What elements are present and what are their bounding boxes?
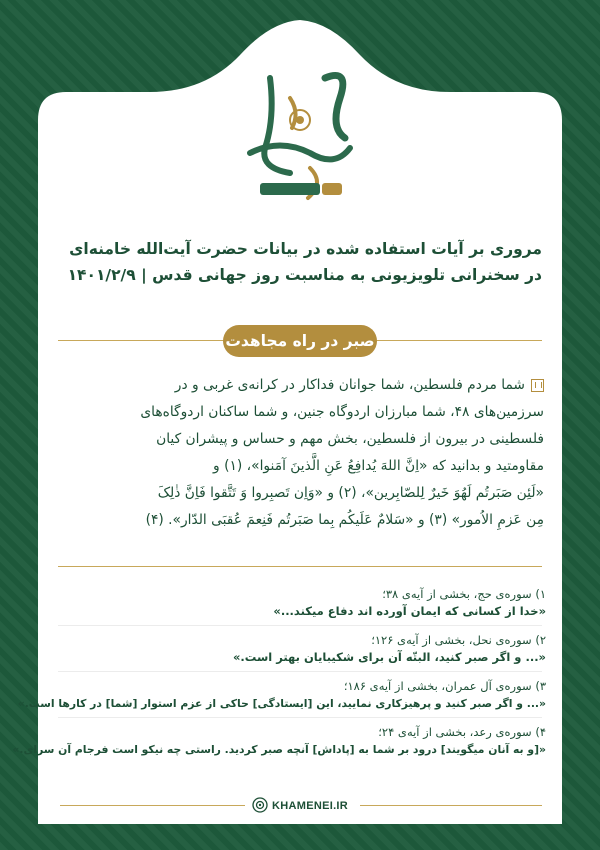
- footnotes-divider: [58, 566, 542, 567]
- calligraphy-logo-icon: [230, 58, 370, 218]
- excerpt-line-6: مِن عَزمِ الاُمور» (۳) و «سَلامٌ عَلَیکُم بِما صَبَرتُم فَنِعمَ عُقبَی الدّار». (۴): [145, 512, 544, 528]
- calligraphy-logo: [230, 58, 370, 218]
- footnote-ref: ۱) سوره‌ی حج، بخشی از آیه‌ی ۳۸؛: [382, 587, 546, 601]
- heading-badge: صبر در راه مجاهدت: [223, 325, 377, 357]
- footer-rule-right: [360, 805, 542, 806]
- footnote-ref: ۲) سوره‌ی نحل، بخشی از آیه‌ی ۱۲۶؛: [371, 633, 546, 647]
- footnote-4: [12, 724, 546, 758]
- speech-excerpt: [58, 372, 544, 534]
- excerpt-line-1: شما مردم فلسطین، شما جوانان فداکار در کرانه‌ی غربی و در: [58, 372, 544, 399]
- section-heading: [58, 324, 542, 358]
- title-line-1: مروری بر آیات استفاده شده در بیانات حضرت آیت‌الله خامنه‌ای: [69, 240, 542, 258]
- excerpt-line-2: سرزمین‌های ۴۸، شما مبارزان اردوگاه جنین، و شما ساکنان اردوگاه‌های: [140, 404, 544, 420]
- footnote-3: [17, 678, 546, 712]
- footnote-quote: «... و اگر صبر کنید، البتّه آن برای شکیبایان بهتر است.»: [232, 650, 546, 664]
- quote-marker-icon: [531, 379, 544, 392]
- footnote-ref: ۴) سوره‌ی رعد، بخشی از آیه‌ی ۲۴؛: [378, 725, 546, 739]
- site-url[interactable]: KHAMENEI.IR: [272, 800, 349, 812]
- footnote-quote: «... و اگر صبر کنید و پرهیزکاری نمایید، این [ایستادگی] حاکی از عزم استوار [شما] در کارها است.»: [17, 697, 546, 710]
- footnote-rule: [58, 625, 542, 626]
- footnote-rule: [58, 717, 542, 718]
- poster-title: [58, 236, 542, 288]
- title-line-2: در سخنرانی تلویزیونی به مناسبت روز جهانی قدس | ۱۴۰۱/۲/۹: [67, 266, 542, 284]
- footer-rule-left: [60, 805, 245, 806]
- footnote-quote: «خدا از کسانی که ایمان آورده اند دفاع میکند...»: [273, 604, 546, 618]
- excerpt-line-3: فلسطینی در بیرون از فلسطین، بخش مهم و حساس و پیشران کیان: [156, 431, 544, 447]
- footnote-1: [58, 586, 546, 620]
- footer: [0, 796, 600, 816]
- khamenei-site-icon: [252, 797, 268, 813]
- excerpt-line-5: «لَئِن صَبَرتُم لَهُوَ خَیرٌ لِلصّابِرین»، (۲) و «وَاِن تَصبِروا وَ تَتَّقوا فَاِنَّ ذٰلِکَ: [157, 485, 544, 501]
- excerpt-line-4: مقاومتید و بدانید که «اِنَّ اللهَ یُدافِعُ عَنِ الَّذینَ آمَنوا»، (۱) و: [213, 458, 544, 474]
- footnote-2: [58, 632, 546, 666]
- footnote-quote: «[و به آنان میگویند] درود بر شما به [پاداش] آنچه صبر کردید. راستی چه نیکو است فرجام آن سرای.»: [12, 743, 546, 756]
- footnote-ref: ۳) سوره‌ی آل عمران، بخشی از آیه‌ی ۱۸۶؛: [343, 679, 546, 693]
- footnote-rule: [58, 671, 542, 672]
